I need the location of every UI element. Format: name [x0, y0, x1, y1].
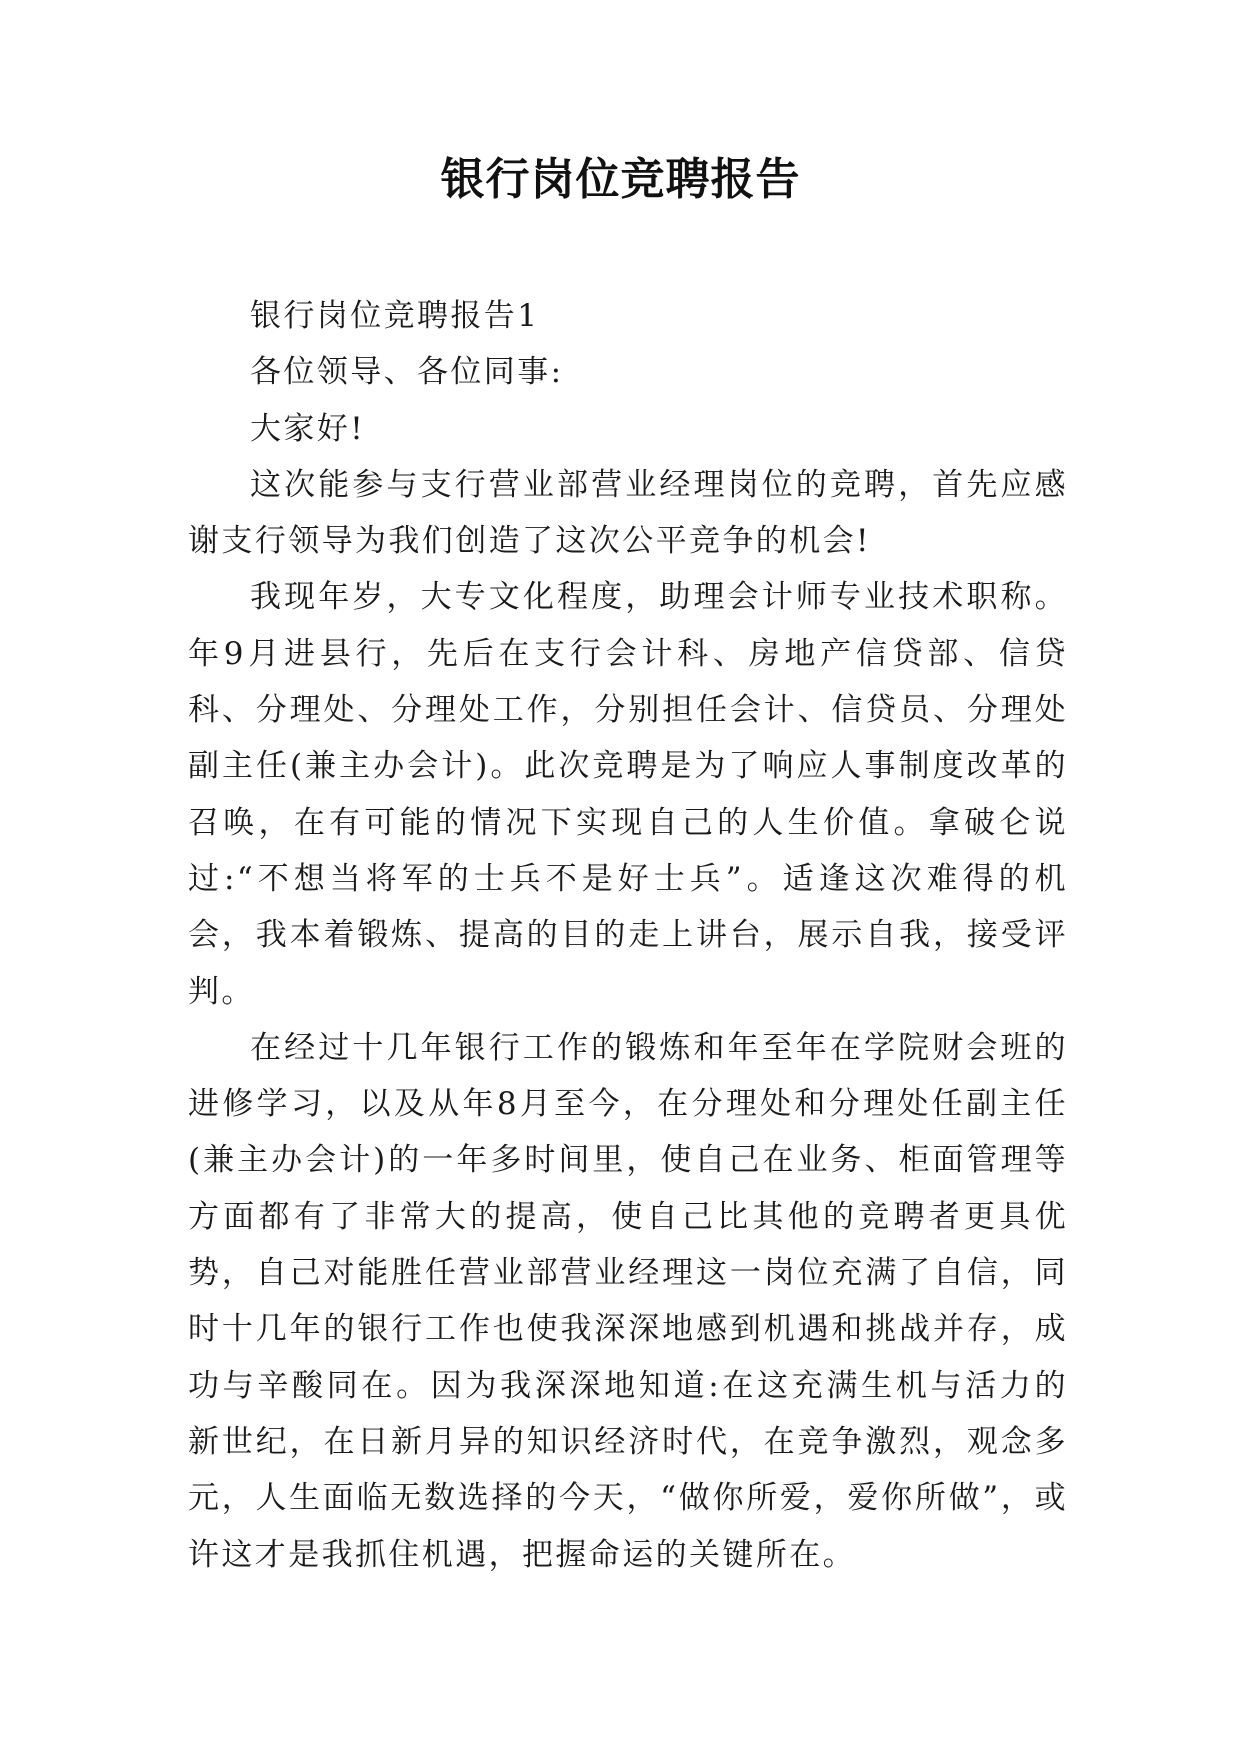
document-body: [188, 288, 1068, 1583]
paragraph-salutation: 各位领导、各位同事:: [250, 354, 564, 391]
document-title: 银行岗位竞聘报告: [440, 154, 801, 205]
paragraph-thanks: 这次能参与支行营业部营业经理岗位的竞聘，首先应感谢支行领导为我们创造了这次公平竞争的机会!: [188, 466, 1068, 560]
paragraph-experience: 在经过十几年银行工作的锻炼和年至年在学院财会班的进修学习，以及从年8月至今，在分理处和分理处任副主任(兼主办会计)的一年多时间里，使自己在业务、柜面管理等方面都有了非常大的提高，使自己比其他的竞聘者更具优势，自己对能胜任营业部营业经理这一岗位充满了自信，同时十几年的银行工作也使我深深地感到机遇和挑战并存，成功与辛酸同在。因为我深深地知道:在这充满生机与活力的新世纪，在日新月异的知识经济时代，在竞争激烈，观念多元，人生面临无数选择的今天，“做你所爱，爱你所做”，或许这才是我抓住机遇，把握命运的关键所在。: [188, 1029, 1068, 1573]
paragraph-heading: 银行岗位竞聘报告1: [250, 298, 540, 334]
paragraph-greeting: 大家好!: [250, 410, 366, 447]
paragraph-self-introduction: 我现年岁，大专文化程度，助理会计师专业技术职称。年9月进县行，先后在支行会计科、房地产信贷部、信贷科、分理处、分理处工作，分别担任会计、信贷员、分理处副主任(兼主办会计)。此次竞聘是为了响应人事制度改革的召唤，在有可能的情况下实现自己的人生价值。拿破仑说过:“不想当将军的士兵不是好士兵”。适逢这次难得的机会，我本着锻炼、提高的目的走上讲台，展示自我，接受评判。: [188, 579, 1068, 1010]
